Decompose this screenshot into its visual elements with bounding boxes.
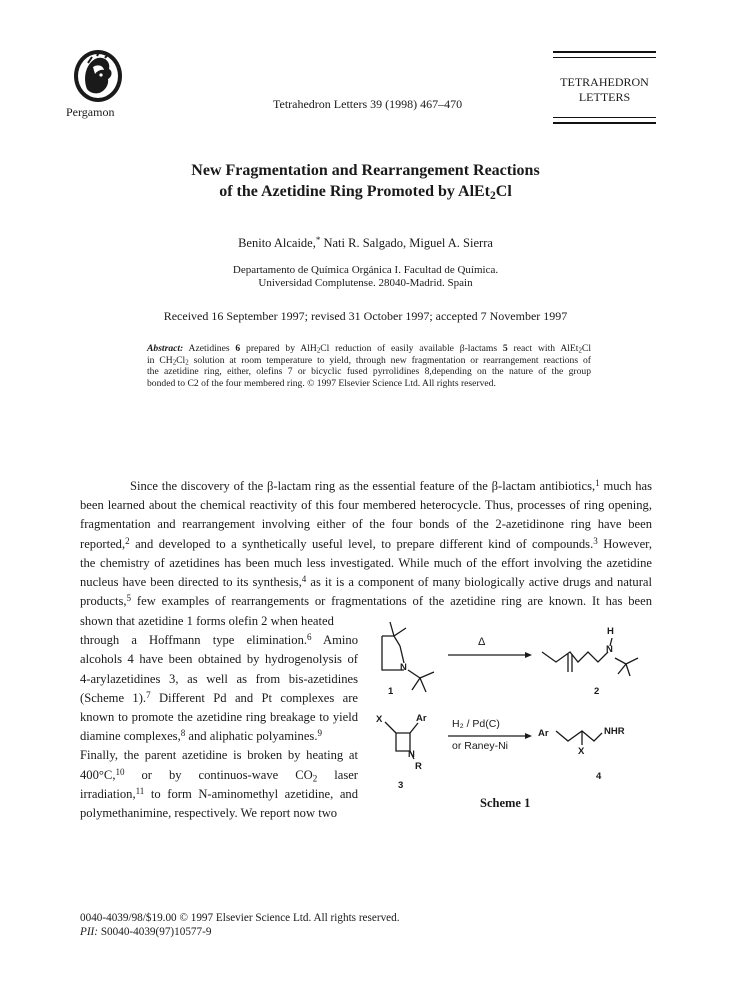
atom-label-Ar: Ar (416, 713, 427, 724)
reagent-top-label: H₂ / Pd(C) (452, 718, 500, 730)
article-title-line1: New Fragmentation and Rearrangement Reactions (191, 162, 540, 179)
footer-pii: PII: S0040-4039(97)10577-9 (80, 926, 212, 938)
scheme-1 (360, 608, 660, 808)
body-line: polymethanimine, respectively. We report now two (80, 806, 338, 821)
body-line: Finally, the parent azetidine is broken by heating at (80, 748, 358, 763)
header-rule-bottom-2 (553, 122, 656, 124)
scheme-caption: Scheme 1 (480, 796, 531, 810)
header-rule-top-2 (553, 57, 656, 58)
affiliation-line2: Universidad Complutense. 28040-Madrid. Spain (258, 277, 473, 289)
body-line: 4-arylazetidines 3, as well as from bis-azetidines (80, 671, 358, 686)
affiliation-line1: Departamento de Química Orgánica I. Facultad de Química. (232, 264, 499, 276)
reaction-heat-label: Δ (478, 636, 486, 648)
body-line: shown that azetidine 1 forms olefin 2 when heated (80, 614, 334, 628)
body-line: Since the discovery of the β-lactam ring as the essential feature of the β-lactam antibiotics,$^1$ much has (130, 477, 652, 493)
atom-label-N: N (400, 662, 407, 673)
reagent-bottom-label: or Raney-Ni (452, 740, 509, 752)
publisher-name: Pergamon (66, 105, 115, 119)
body-line: known to promote the azetidine ring breakage to yield (80, 710, 358, 725)
header-rule-bottom-1 (553, 117, 656, 118)
received-dates: Received 16 September 1997; revised 31 October 1997; accepted 7 November 1997 (163, 309, 568, 323)
body-line: irradiation,$^{11}$ to form N-aminomethyl azetidine, and (80, 785, 358, 801)
body-line: the chemistry of azetidines has been much less investigated. While much of the effort involving the azetidine (80, 555, 652, 570)
body-line: through a Hoffmann type elimination.$^6$ Amino (80, 632, 359, 648)
header-rule-top-1 (553, 51, 656, 53)
atom-label-H: H (607, 626, 614, 637)
body-line: been learned about the chemical reactivity of this four membered heterocycle. Thus, processes of ring opening, (80, 498, 652, 513)
compound-number-2: 2 (594, 686, 600, 697)
abstract (147, 343, 591, 389)
article-title-line2: of the Azetidine Ring Promoted by AlEt$_2$Cl (219, 183, 512, 202)
abstract-line: in $CH_2Cl_2$ solution at room temperature to yield, through new fragmentation or rearrangement reactions of (147, 354, 591, 367)
atom-label-NHR: NHR (604, 726, 625, 737)
compound-number-1: 1 (388, 686, 394, 697)
authors: Benito Alcaide,* Nati R. Salgado, Miguel A. Sierra (238, 234, 493, 250)
journal-name-line2: LETTERS (578, 90, 631, 104)
body-line: products,$^5$ few examples of rearrangements or fragmentations of the azetidine ring are known. It has been (80, 593, 652, 609)
body-line: alcohols 4 have been obtained by hydrogenolysis of (80, 652, 358, 667)
atom-label-N: N (606, 644, 613, 655)
body-line: nucleus have been directed to its synthesis,$^4$ as it is a component of many biologically active drugs and natural (80, 573, 652, 590)
atom-label-N: N (408, 749, 415, 760)
abstract-line: Abstract: Azetidines 6 prepared by AlH$_2$Cl reduction of easily available β-lactams 5 react with AlEt$_2$Cl (147, 343, 591, 355)
body-line: fragmentation and rearrangement involving either of the four bonds of the 2-azetidinone ring have been (80, 517, 652, 532)
compound-number-3: 3 (398, 780, 404, 791)
atom-label-R: R (415, 761, 422, 772)
journal-name-line1: TETRAHEDRON (560, 75, 649, 89)
atom-label-X: X (578, 746, 585, 757)
footer-copyright: 0040-4039/98/$19.00 © 1997 Elsevier Science Ltd. All rights reserved. (80, 912, 400, 924)
body-line: diamine complexes,$^8$ and aliphatic polyamines.$^9$ (80, 728, 322, 744)
body-paragraph (80, 477, 652, 611)
body-column (80, 612, 358, 823)
atom-label-X: X (376, 714, 383, 725)
publisher-logo (73, 49, 123, 103)
pergamon-logo-icon (73, 49, 123, 103)
abstract-line: bonded to C2 of the four membered ring. © 1997 Elsevier Science Ltd. All rights reserved. (147, 377, 496, 389)
atom-label-Ar: Ar (538, 728, 549, 739)
compound-number-4: 4 (596, 771, 602, 782)
body-line: reported,$^2$ and developed to a synthetically useful level, to prepare different kind of compounds.$^3$ However, (80, 535, 652, 551)
body-line: (Scheme 1).$^7$ Different Pd and Pt complexes are (80, 689, 358, 705)
body-line: 400°C,$^{10}$ or by continuos-wave $CO_2$ laser (80, 766, 359, 783)
scheme-structures-drawing (360, 608, 660, 808)
abstract-line: the azetidine ring, either, olefins 7 or bicyclic fused pyrrolidines 8,depending on the nature of the group (147, 366, 591, 378)
journal-citation: Tetrahedron Letters 39 (1998) 467–470 (273, 97, 463, 111)
